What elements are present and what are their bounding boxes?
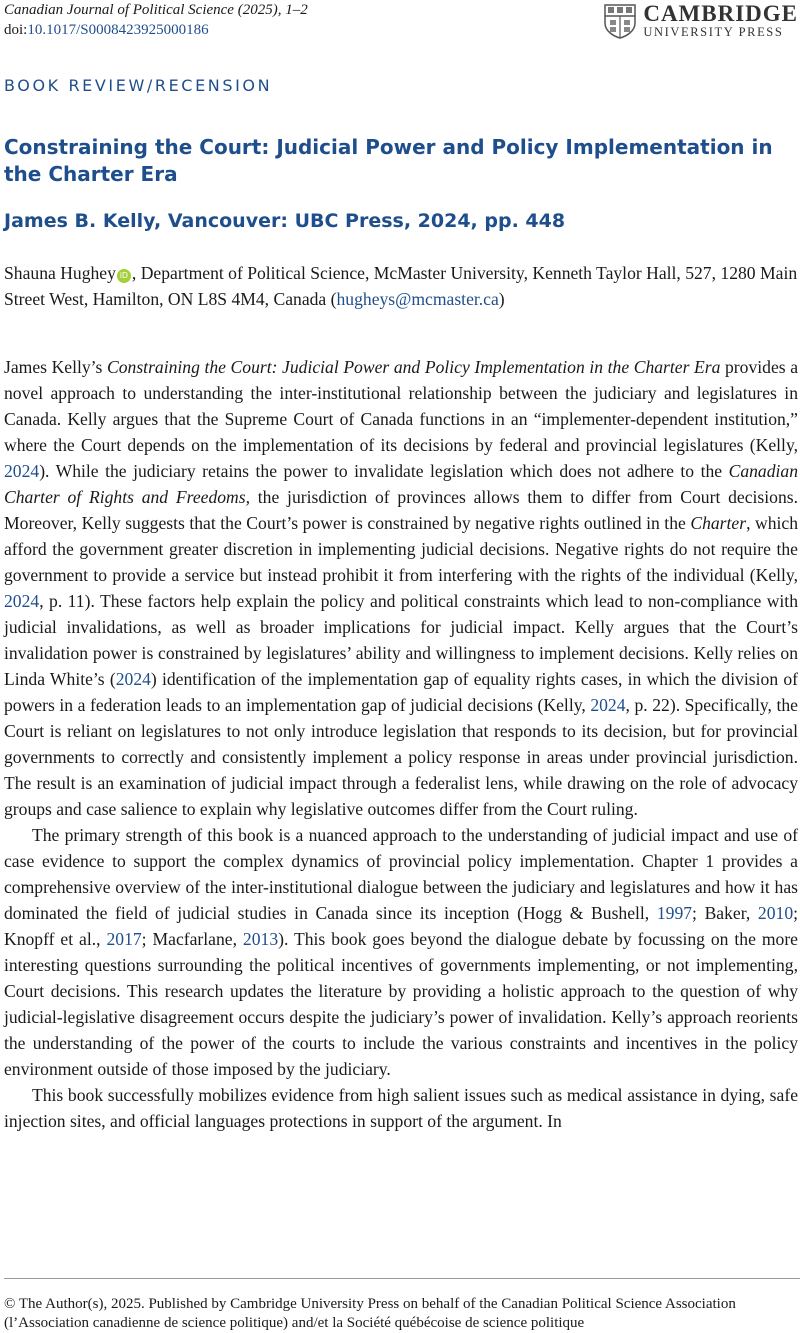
text-run: ). This book goes beyond the dialogue debate by focussing on the more interesting questions surrounding the political incentives of governments implementing, or not implementing, Court decisions. This research updates the literature by providing a holistic approach to the question of why judicial-legislative disagreement occurs despite the judiciary’s power of invalidation. Kelly’s approach reorients the understanding of the power of the courts to include the various constraints and incentives in the policy environment outside of those imposed by the judiciary.	[4, 929, 798, 1079]
citation-link[interactable]: 2024	[590, 695, 626, 715]
text-run: ; Knopff et al.,	[4, 903, 798, 949]
paragraph-2	[4, 822, 798, 1082]
affiliation-text: , Department of Political Science, McMaster University, Kenneth Taylor Hall, 527, 1280 Main Street West, Hamilton, ON L8S 4M4, Canada (	[4, 263, 798, 309]
text-run: , p. 11). These factors help explain the policy and political constraints which lead to non-compliance with judicial invalidations, as well as broader implications for judicial impact. Kelly argues that the Court’s invalidation power is constrained by legislatures’ ability and willingness to implement decisions. Kelly relies on Linda White’s (	[4, 591, 798, 689]
text-run: James Kelly’s	[4, 357, 107, 377]
affiliation-close: )	[498, 289, 505, 309]
text-run: the jurisdiction of provinces allows them to differ from Court decisions. Moreover, Kelly suggests that the Court’s power is constrained by negative rights outlined in the	[4, 487, 798, 533]
text-run: ; Macfarlane,	[141, 929, 243, 949]
text-run: ). While the judiciary retains the power to invalidate legislation which does not adhere to the	[39, 461, 729, 481]
doi-link[interactable]: 10.1017/S0008423925000186	[27, 22, 209, 38]
text-run: provides a novel approach to understanding the inter-institutional relationship between the judiciary and legislatures in Canada. Kelly argues that the Supreme Court of Canada functions in an “implementer-dependent institution,” where the Court depends on the implementation of its decisions by federal and provincial legislatures (Kelly,	[4, 357, 798, 455]
citation-link[interactable]: 2024	[4, 591, 40, 611]
logo-main-text: CAMBRIDGE	[643, 1, 798, 26]
citation-link[interactable]: 2024	[4, 461, 40, 481]
text-run: This book successfully mobilizes evidence from high salient issues such as medical assistance in dying, safe injection sites, and official languages protections in support of the argument. In	[4, 1085, 798, 1131]
article-body	[4, 354, 798, 1134]
text-run: , p. 22). Specifically, the Court is reliant on legislatures to not only introduce legislation that responds to its decision, but for provincial governments to correctly and consistently implement a policy response in areas under provincial jurisdiction. The result is an examination of judicial impact through a federalist lens, while drawing on the role of advocacy groups and case salience to explain why legislative outcomes differ from the Court ruling.	[4, 695, 798, 819]
author-affiliation	[4, 260, 798, 312]
doi-prefix: doi:	[4, 22, 28, 38]
logo-sub-text: UNIVERSITY PRESS	[643, 25, 784, 39]
journal-citation: Canadian Journal of Political Science (2025), 1–2	[4, 2, 308, 18]
copyright-line-1: © The Author(s), 2025. Published by Cambridge University Press on behalf of the Canadian Political Science Association	[4, 1296, 736, 1312]
citation-link[interactable]: 1997	[656, 903, 693, 923]
italic-charter: Charter	[690, 513, 747, 533]
publisher-logo	[603, 3, 798, 39]
citation-link[interactable]: 2024	[115, 669, 151, 689]
text-run: , which afford the government greater discretion in implementing judicial decisions. Negative rights do not require the government to provide a service but instead prohibit it from interfering with the rights of the individual (Kelly,	[4, 513, 799, 585]
section-heading: BOOK REVIEW/RECENSION	[4, 76, 273, 95]
orcid-icon[interactable]: iD	[117, 269, 131, 283]
author-name: Shauna Hughey	[4, 263, 116, 283]
text-run: The primary strength of this book is a nuanced approach to the understanding of judicial impact and use of case evidence to support the complex dynamics of provincial policy implementation. Chapter 1 provides a comprehensive overview of the inter-institutional dialogue between the judiciary and legislatures and how it has dominated the field of judicial studies in Canada since its inception (Hogg & Bushell,	[4, 825, 798, 923]
cambridge-shield-icon	[603, 3, 637, 39]
text-run: ) identification of the implementation gap of equality rights cases, in which the division of powers in a federation leads to an implementation gap of judicial decisions (Kelly,	[4, 669, 798, 715]
article-title: Constraining the Court: Judicial Power and Policy Implementation in the Charter Era	[4, 135, 773, 186]
author-email-link[interactable]: hugheys@mcmaster.ca	[336, 289, 499, 309]
copyright-line-2: (l’Association canadienne de science politique) and/et la Société québécoise de science politique	[4, 1315, 585, 1331]
citation-link[interactable]: 2010	[757, 903, 794, 923]
citation-link[interactable]: 2017	[106, 929, 142, 949]
citation-link[interactable]: 2013	[242, 929, 279, 949]
doi-line	[4, 20, 209, 40]
book-citation: James B. Kelly, Vancouver: UBC Press, 2024, pp. 448	[4, 210, 566, 232]
paragraph-3	[4, 1082, 798, 1134]
paragraph-1	[4, 354, 798, 822]
italic-charter-title: Canadian Charter of Rights and Freedoms,	[4, 461, 798, 507]
text-run: ; Baker,	[692, 903, 758, 923]
italic-book-title: Constraining the Court: Judicial Power and Policy Implementation in the Charter Era	[107, 357, 721, 377]
copyright-footer	[4, 1278, 800, 1333]
